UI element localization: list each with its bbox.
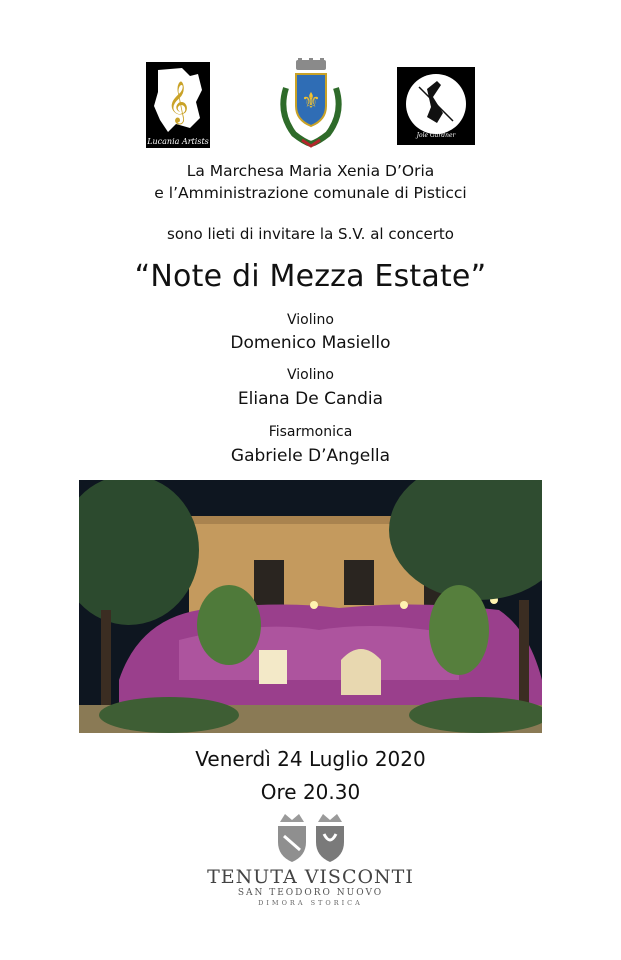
violinist-caption: Jole Gardner — [416, 132, 456, 139]
invitation-text: sono lieti di invitare la S.V. al concerto — [167, 225, 454, 243]
twin-shields-icon — [270, 812, 352, 864]
performer-role: Fisarmonica — [268, 424, 353, 440]
venue-subtitle: DIMORA STORICA — [258, 899, 363, 907]
lucania-artists-caption: Lucania Artists — [147, 137, 209, 146]
municipal-crest — [276, 58, 346, 150]
concert-time: Ore 20.30 — [260, 780, 361, 804]
villa-night-photo — [79, 480, 542, 733]
venue-logo — [270, 812, 352, 864]
svg-text:𝄞: 𝄞 — [167, 82, 189, 123]
concert-title: “Note di Mezza Estate” — [134, 259, 487, 294]
treble-clef-map-icon — [146, 62, 210, 138]
host-line-2: e l’Amministrazione comunale di Pisticci — [154, 184, 467, 202]
lucania-artists-logo — [146, 62, 210, 148]
violinist-logo — [397, 67, 475, 145]
municipal-crest-icon — [276, 58, 346, 150]
venue-location: SAN TEODORO NUOVO — [237, 888, 384, 898]
performer-role: Violino — [287, 312, 334, 328]
performer-role: Violino — [287, 367, 334, 383]
svg-text:⚜: ⚜ — [301, 89, 321, 114]
performer-name: Gabriele D’Angella — [230, 446, 391, 466]
venue-name: TENUTA VISCONTI — [207, 866, 414, 888]
performer-name: Domenico Masiello — [230, 333, 391, 353]
host-line-1: La Marchesa Maria Xenia D’Oria — [186, 162, 435, 180]
concert-date: Venerdì 24 Luglio 2020 — [195, 747, 426, 771]
performer-name: Eliana De Candia — [237, 389, 384, 409]
